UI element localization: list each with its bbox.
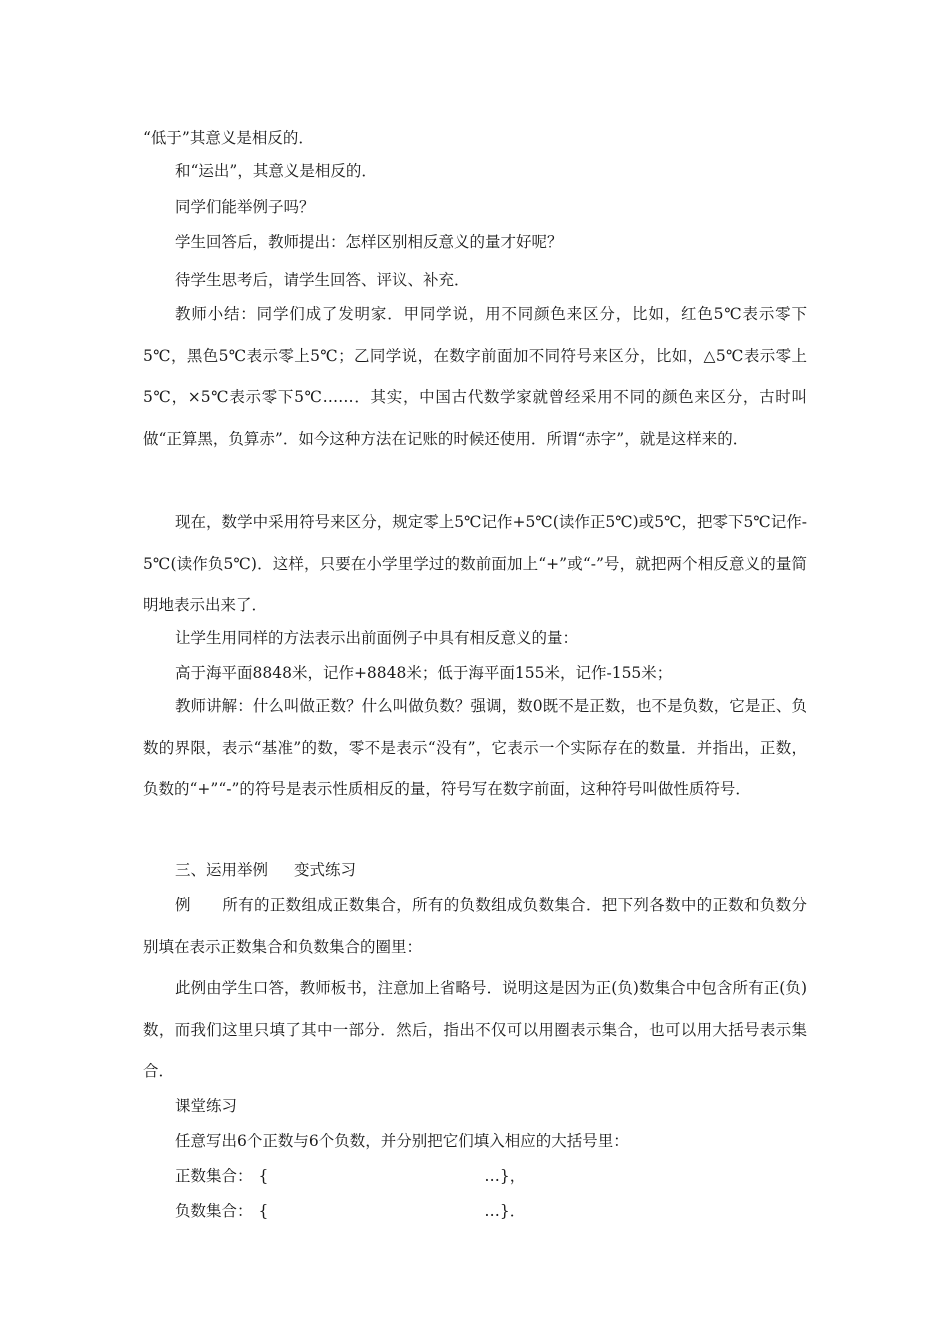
text-line-2: 和“运出”，其意义是相反的．	[175, 162, 377, 180]
text-line-6: 让学生用同样的方法表示出前面例子中具有相反意义的量：	[175, 629, 579, 647]
paragraph-sign-convention: 现在，数学中采用符号来区分，规定零上5℃记作+5℃(读作正5℃)或5℃，把零下5℃记作-5℃(读作负5℃)．这样，只要在小学里学过的数前面加上“+”或“-”号，就把两个相反意义的量简明地表示出来了．	[143, 513, 807, 615]
paragraph-example-notes: 此例由学生口答，教师板书，注意加上省略号．说明这是因为正(负)数集合中包含所有正(负)数，而我们这里只填了其中一部分．然后，指出不仅可以用圈表示集合，也可以用大括号表示集合．	[143, 979, 807, 1081]
section-heading-part-1: 三、运用举例	[175, 861, 269, 879]
text-line-9: 任意写出6个正数与6个负数，并分别把它们填入相应的大括号里：	[175, 1132, 629, 1150]
paragraph-example: 例 所有的正数组成正数集合，所有的负数组成负数集合．把下列各数中的正数和负数分别填在表示正数集合和负数集合的圈里：	[143, 896, 807, 956]
text-line-5: 待学生思考后，请学生回答、评议、补充．	[175, 271, 470, 289]
positive-set-close: …}，	[484, 1167, 526, 1185]
negative-set-close: …}．	[484, 1202, 526, 1220]
positive-set-label: 正数集合：	[175, 1167, 253, 1185]
text-line-1: “低于”其意义是相反的．	[143, 129, 314, 147]
negative-set-label: 负数集合：	[175, 1202, 253, 1220]
positive-set-line	[175, 1166, 525, 1186]
negative-set-line	[175, 1201, 525, 1221]
paragraph-teacher-summary: 教师小结：同学们成了发明家．甲同学说，用不同颜色来区分，比如，红色5℃表示零下5℃，黑色5℃表示零上5℃；乙同学说，在数字前面加不同符号来区分，比如，△5℃表示零上5℃，×5℃表示零下5℃……．其实，中国古代数学家就曾经采用不同的颜色来区分，古时叫做“正算黑，负算赤”．如今这种方法在记账的时候还使用．所谓“赤字”，就是这样来的．	[143, 305, 807, 449]
text-line-3: 同学们能举例子吗？	[175, 198, 315, 216]
section-heading-part-2: 变式练习	[294, 861, 357, 879]
text-line-8: 课堂练习	[175, 1097, 238, 1115]
text-line-4: 学生回答后，教师提出：怎样区别相反意义的量才好呢？	[175, 233, 563, 251]
section-heading	[175, 860, 356, 880]
text-line-7: 高于海平面8848米，记作+8848米；低于海平面155米，记作-155米；	[175, 664, 673, 682]
paragraph-teacher-explanation: 教师讲解：什么叫做正数？什么叫做负数？强调，数0既不是正数，也不是负数，它是正、负数的界限，表示“基准”的数，零不是表示“没有”，它表示一个实际存在的数量．并指出，正数，负数的“+”“-”的符号是表示性质相反的量，符号写在数字前面，这种符号叫做性质符号．	[143, 697, 807, 799]
positive-set-open-brace: {	[258, 1167, 269, 1185]
negative-set-open-brace: {	[258, 1202, 269, 1220]
